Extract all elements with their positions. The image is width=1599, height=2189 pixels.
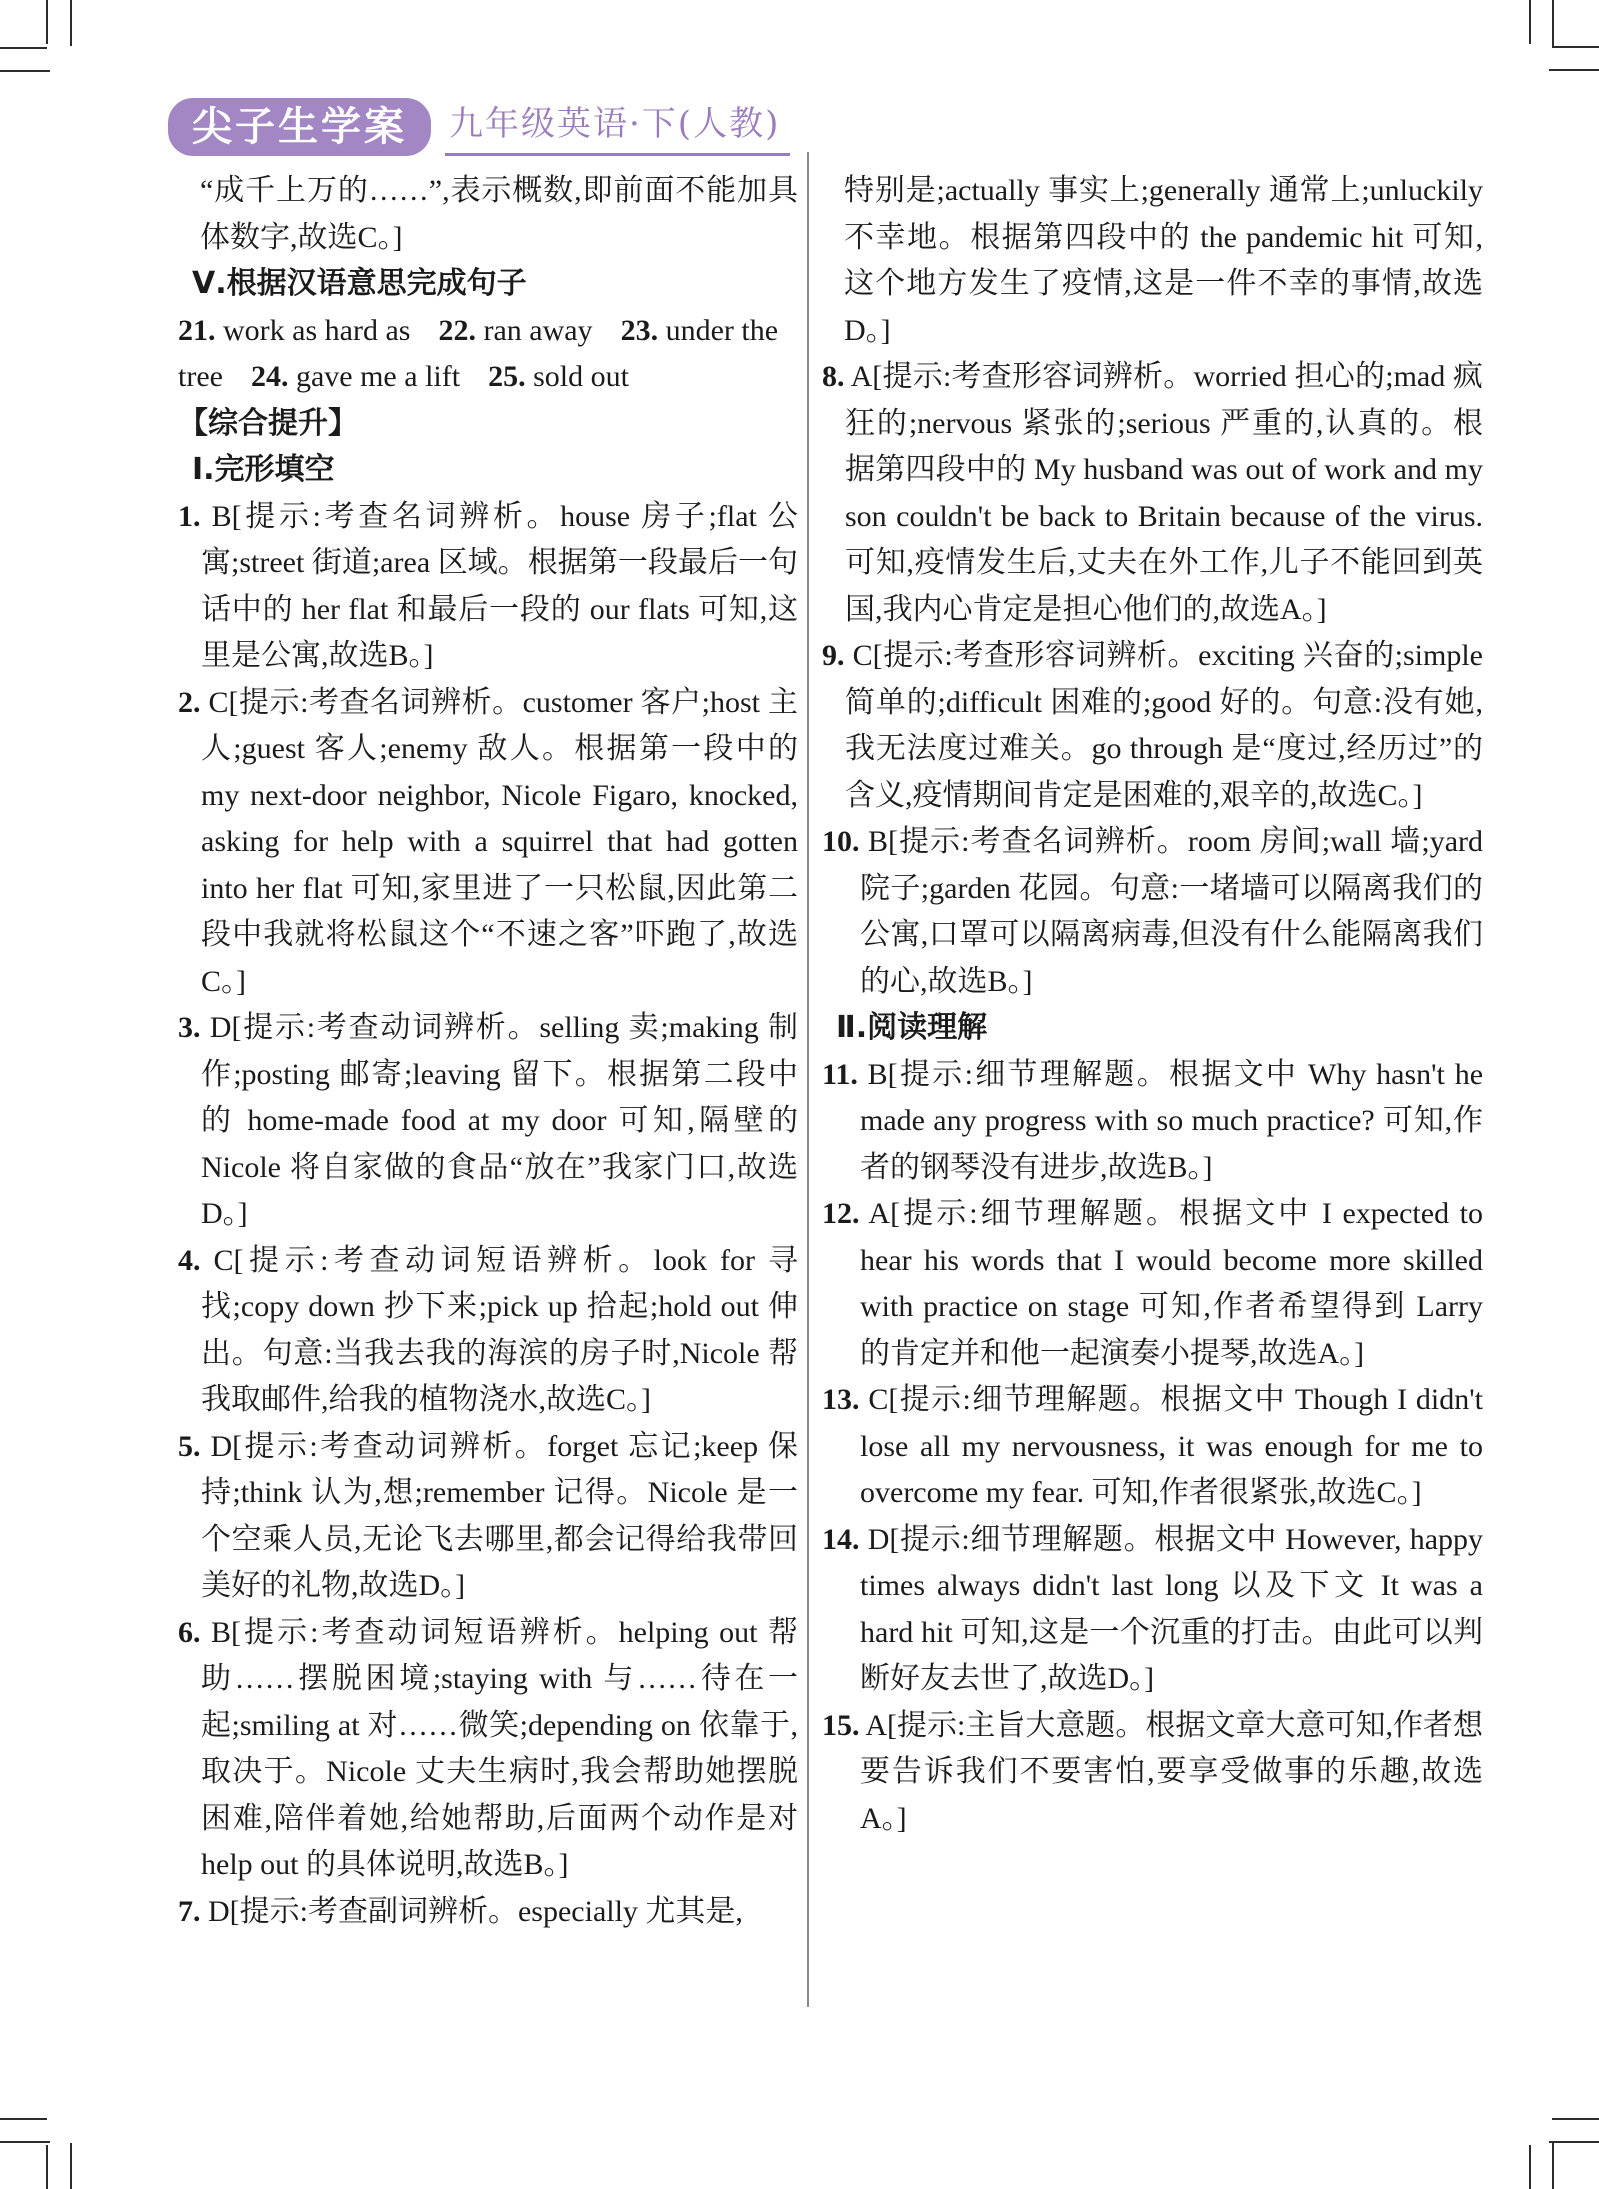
item-text: C[提示:细节理解题。根据文中 Though I didn't lose all my nervousness, it was enough for me to overcome my fear. 可知,作者很紧张,故选C。] <box>860 1383 1484 1509</box>
item-text: C[提示:考查名词辨析。customer 客户;host 主人;guest 客人;enemy 敌人。根据第一段中的 my next-door neighbor, Nicole Figaro, knocked, asking for help with a squirrel that had gotten into her flat 可知,家里进了一只松鼠,因此第二段中我就将松鼠这个“不速之客”吓跑了,故选C。] <box>201 685 798 998</box>
crop-mark <box>1552 2118 1599 2120</box>
item-text: C[提示:考查动词短语辨析。look for 寻找;copy down 抄下来;pick up 拾起;hold out 伸出。句意:当我去我的海滨的房子时,Nicole 帮我取邮件,给我的植物浇水,故选C。] <box>201 1243 799 1416</box>
item-number: 4. <box>178 1243 201 1277</box>
answer-text: ran away <box>483 313 593 347</box>
item-number: 9. <box>822 639 845 672</box>
item-number: 10. <box>822 825 860 858</box>
item-text: B[提示:考查名词辨析。room 房间;wall 墙;yard 院子;garden 花园。句意:一堵墙可以隔离我们的公寓,口罩可以隔离病毒,但没有什么能隔离我们的心,故选B。] <box>860 825 1483 998</box>
item-text: B[提示:考查动词短语辨析。helping out 帮助……摆脱困境;staying with 与……待在一起;smiling at 对……微笑;depending on 依靠于,取决于。Nicole 丈夫生病时,我会帮助她摆脱困难,陪伴着她,给她帮助,后面两个动作是对 help out 的具体说明,故选B。] <box>201 1615 799 1881</box>
explanation-item-4 <box>178 1238 798 1424</box>
item-number: 1. <box>178 499 201 533</box>
explanation-item-3 <box>178 1005 798 1238</box>
section-heading <box>178 447 798 494</box>
crop-mark <box>1552 0 1554 46</box>
label-text: 【综合提升】 <box>178 405 358 441</box>
section-heading <box>822 1005 1483 1052</box>
item-number: 3. <box>178 1011 201 1044</box>
item-text: B[提示:考查名词辨析。house 房子;flat 公寓;street 街道;area 区域。根据第一段最后一句话中的 her flat 和最后一段的 our flats 可知,这里是公寓,故选B。] <box>201 499 799 672</box>
explanation-item-10 <box>822 819 1483 1005</box>
explanation-item-1 <box>178 494 798 680</box>
explanation-item-11 <box>822 1052 1483 1192</box>
answers-line <box>178 308 798 401</box>
column-right <box>822 168 1483 1842</box>
item-number: 6. <box>178 1615 201 1649</box>
crop-mark <box>1529 2145 1531 2189</box>
item-text: D[提示:考查副词辨析。especially 尤其是, <box>208 1894 743 1928</box>
crop-mark <box>0 47 47 49</box>
item-number: 2. <box>178 685 201 719</box>
item-number: 12. <box>822 1197 860 1230</box>
explanation-item-9 <box>822 633 1483 819</box>
item-number: 5. <box>178 1429 201 1463</box>
explanation-item-5 <box>178 1424 798 1610</box>
item-number: 8. <box>822 360 845 393</box>
page-header <box>168 98 790 156</box>
explanation-item-7 <box>178 1889 798 1936</box>
answer-text: work as hard as <box>223 313 411 347</box>
crop-mark <box>1552 2143 1554 2189</box>
brand-badge: 尖子生学案 <box>168 98 431 156</box>
item-text: D[提示:细节理解题。根据文中 However, happy times always didn't last long 以及下文 It was a hard hit 可知,这是一个沉重的打击。由此可以判断好友去世了,故选D。] <box>860 1522 1484 1695</box>
explanation-item-6 <box>178 1610 798 1889</box>
crop-mark <box>0 2141 50 2143</box>
crop-mark <box>70 0 72 46</box>
item-number: 13. <box>822 1383 860 1416</box>
crop-mark <box>46 2145 48 2189</box>
crop-mark <box>70 2143 72 2189</box>
edition-subtitle: 九年级英语·下(人教) <box>445 104 790 156</box>
item-text: C[提示:考查形容词辨析。exciting 兴奋的;simple 简单的;difficult 困难的;good 好的。句意:没有她,我无法度过难关。go through 是“度过,经历过”的含义,疫情期间肯定是困难的,艰辛的,故选C。] <box>845 639 1483 812</box>
item-text: B[提示:细节理解题。根据文中 Why hasn't he made any progress with so much practice? 可知,作者的钢琴没有进步,故选B。] <box>860 1057 1484 1184</box>
item-number: 11. <box>822 1057 858 1091</box>
crop-mark <box>1529 0 1531 44</box>
crop-mark <box>0 70 50 72</box>
heading-text: Ⅰ.完形填空 <box>192 452 335 487</box>
item-text: A[提示:主旨大意题。根据文章大意可知,作者想要告诉我们不要害怕,要享受做事的乐趣,故选A。] <box>860 1708 1483 1835</box>
cont-text: “成千上万的……”,表示概数,即前面不能加具体数字,故选C。] <box>200 174 798 254</box>
item-text: A[提示:考查形容词辨析。worried 担心的;mad 疯狂的;nervous 紧张的;serious 严重的,认真的。根据第四段中的 My husband was out of work and my son couldn't be back to Britain because of the virus. 可知,疫情发生后,丈夫在外工作,儿子不能回到英国,我内心肯定是担心他们的,故选A。] <box>845 360 1483 626</box>
crop-mark <box>1552 46 1599 48</box>
section-label <box>178 401 798 448</box>
item-number: 14. <box>822 1522 860 1556</box>
continuation-text <box>844 168 1483 354</box>
answer-number: 24. <box>250 360 289 393</box>
crop-mark <box>1549 2141 1599 2143</box>
answer-number: 23. <box>620 313 659 347</box>
answer-text: gave me a lift <box>295 360 461 393</box>
explanation-item-14 <box>822 1517 1483 1703</box>
explanation-item-13 <box>822 1377 1483 1517</box>
item-number: 15. <box>822 1708 860 1742</box>
crop-mark <box>1549 69 1599 71</box>
explanation-item-2 <box>178 680 798 1006</box>
continuation-text <box>200 168 798 261</box>
section-heading <box>178 261 798 308</box>
explanation-item-12 <box>822 1191 1483 1377</box>
answer-number: 22. <box>438 313 476 347</box>
item-number: 7. <box>178 1894 201 1928</box>
explanation-item-15 <box>822 1703 1483 1843</box>
column-left <box>178 168 798 1935</box>
item-text: D[提示:考查动词辨析。forget 忘记;keep 保持;think 认为,想;remember 记得。Nicole 是一个空乘人员,无论飞去哪里,都会记得给我带回美好的礼物,故选D。] <box>201 1429 799 1602</box>
answer-text: sold out <box>533 360 629 393</box>
item-text: D[提示:考查动词辨析。selling 卖;making 制作;posting 邮寄;leaving 留下。根据第二段中的 home-made food at my door 可知,隔壁的 Nicole 将自家做的食品“放在”我家门口,故选D。] <box>201 1011 798 1230</box>
heading-text: Ⅱ.阅读理解 <box>836 1010 988 1045</box>
answer-text: under the tree <box>178 313 779 393</box>
crop-mark <box>0 2118 47 2120</box>
explanation-item-8 <box>822 354 1483 633</box>
heading-text: Ⅴ.根据汉语意思完成句子 <box>192 266 527 301</box>
cont-text: 特别是;actually 事实上;generally 通常上;unluckily 不幸地。根据第四段中的 the pandemic hit 可知,这个地方发生了疫情,这是一件不幸的事情,故选D。] <box>844 174 1483 347</box>
column-divider <box>807 152 809 2007</box>
answer-number: 25. <box>488 360 526 393</box>
answer-number: 21. <box>178 313 216 347</box>
item-text: A[提示:细节理解题。根据文中 I expected to hear his words that I would become more skilled with practice on stage 可知,作者希望得到 Larry 的肯定并和他一起演奏小提琴,故选A。] <box>860 1197 1483 1370</box>
crop-mark <box>46 0 48 44</box>
